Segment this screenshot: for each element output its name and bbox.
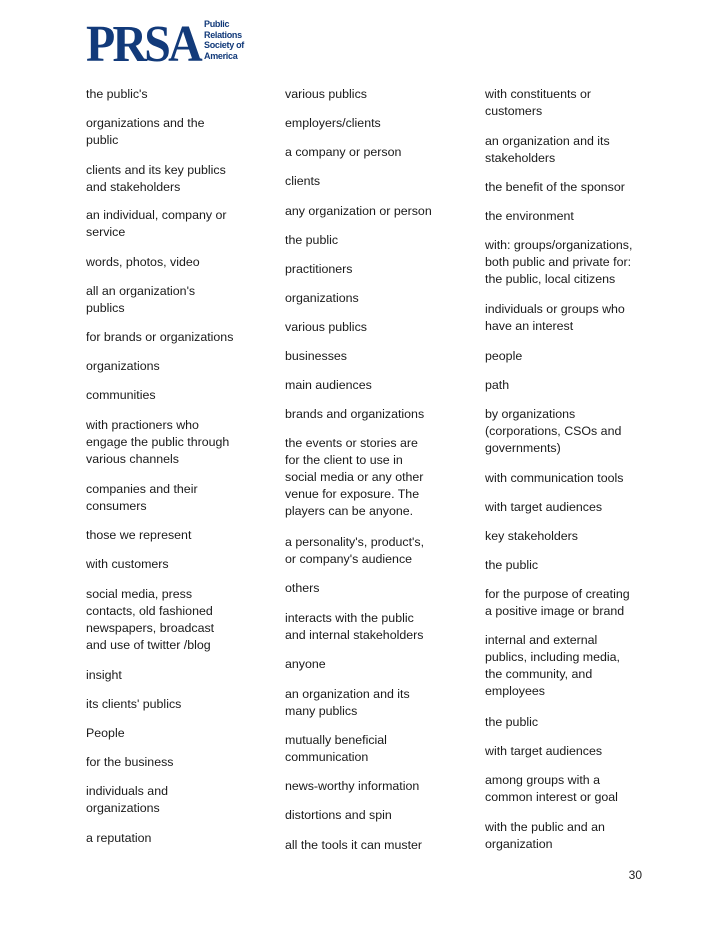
list-item: the public bbox=[485, 715, 539, 729]
list-item: others bbox=[285, 581, 320, 595]
list-item: People bbox=[86, 726, 125, 740]
list-item: with customers bbox=[86, 557, 169, 571]
list-item: for brands or organizations bbox=[86, 330, 234, 344]
list-item: a reputation bbox=[86, 831, 152, 845]
list-item: the environment bbox=[485, 209, 574, 223]
list-item: an individual, company or service bbox=[86, 208, 227, 239]
list-item: those we represent bbox=[86, 528, 192, 542]
list-item: various publics bbox=[285, 320, 367, 334]
list-item: with communication tools bbox=[485, 471, 624, 485]
list-item: by organizations (corporations, CSOs and governments) bbox=[485, 407, 622, 455]
list-item: employers/clients bbox=[285, 116, 381, 130]
list-item: communities bbox=[86, 388, 156, 402]
list-item: with constituents or customers bbox=[485, 87, 592, 118]
list-item: its clients' publics bbox=[86, 697, 182, 711]
list-item: a company or person bbox=[285, 145, 402, 159]
list-item: brands and organizations bbox=[285, 407, 425, 421]
list-item: insight bbox=[86, 668, 122, 682]
list-item: practitioners bbox=[285, 262, 353, 276]
list-item: clients bbox=[285, 174, 321, 188]
list-item: with target audiences bbox=[485, 500, 603, 514]
list-item: the public bbox=[285, 233, 339, 247]
list-item: main audiences bbox=[285, 378, 372, 392]
list-item: internal and external publics, including media, the community, and employees bbox=[485, 633, 620, 698]
list-item: all an organization's publics bbox=[86, 284, 196, 315]
list-item: distortions and spin bbox=[285, 808, 392, 822]
list-item: with target audiences bbox=[485, 744, 603, 758]
list-item: with the public and an organization bbox=[485, 820, 605, 851]
list-item: mutually beneficial communication bbox=[285, 733, 387, 764]
prsa-logo bbox=[86, 15, 256, 75]
list-item: among groups with a common interest or goal bbox=[485, 773, 618, 804]
logo-word: Society of bbox=[204, 40, 245, 50]
list-item: an organization and its stakeholders bbox=[485, 134, 610, 165]
list-item: various publics bbox=[285, 87, 367, 101]
list-item: organizations and the public bbox=[86, 116, 205, 147]
list-item: individuals or groups who have an interest bbox=[485, 302, 625, 333]
page-number: 30 bbox=[628, 868, 642, 882]
list-item: any organization or person bbox=[285, 204, 432, 218]
list-item: the public bbox=[485, 558, 539, 572]
list-item: with: groups/organizations, both public and private for: the public, local citizens bbox=[485, 238, 633, 286]
logo-word: Relations bbox=[204, 29, 242, 40]
list-item: with practioners who engage the public through various channels bbox=[86, 418, 230, 466]
list-item: path bbox=[485, 378, 510, 392]
list-item: the events or stories are for the client to use in social media or any other venue for exposure. The players can be anyone. bbox=[285, 436, 424, 518]
list-item: key stakeholders bbox=[485, 529, 578, 543]
list-item: the public's bbox=[86, 87, 148, 101]
list-item: individuals and organizations bbox=[86, 784, 168, 815]
list-item: news-worthy information bbox=[285, 779, 420, 793]
list-item: an organization and its many publics bbox=[285, 687, 410, 718]
list-item: words, photos, video bbox=[86, 255, 200, 269]
list-item: for the purpose of creating a positive image or brand bbox=[485, 587, 630, 618]
list-item: businesses bbox=[285, 349, 347, 363]
list-item: for the business bbox=[86, 755, 174, 769]
list-item: a personality's, product's, or company's audience bbox=[285, 535, 425, 566]
list-item: all the tools it can muster bbox=[285, 838, 423, 852]
list-item: people bbox=[485, 349, 523, 363]
list-item: clients and its key publics and stakeholders bbox=[86, 163, 226, 194]
logo-words bbox=[204, 19, 244, 61]
list-item: interacts with the public and internal stakeholders bbox=[285, 611, 424, 642]
list-item: companies and their consumers bbox=[86, 482, 198, 513]
logo-word: Public bbox=[204, 19, 230, 29]
list-item: organizations bbox=[285, 291, 359, 305]
logo-word: America bbox=[204, 50, 238, 61]
list-item: organizations bbox=[86, 359, 160, 373]
list-item: anyone bbox=[285, 657, 326, 671]
list-item: the benefit of the sponsor bbox=[485, 180, 625, 194]
logo-letters: PRSA bbox=[86, 16, 200, 73]
list-item: social media, press contacts, old fashioned newspapers, broadcast and use of twitter /blog bbox=[86, 587, 215, 652]
